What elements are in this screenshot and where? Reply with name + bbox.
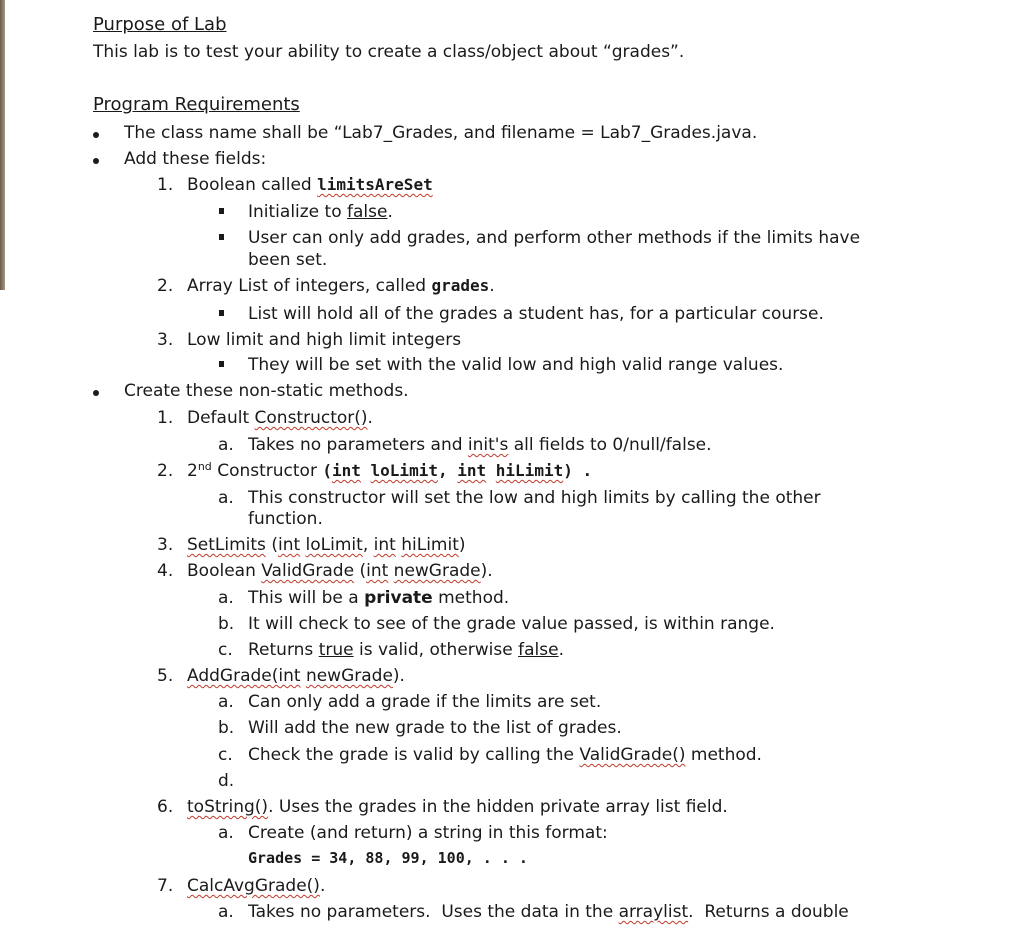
field-1-sub-2-line1: User can only add grades, and perform other methods if the limits have: [248, 228, 861, 248]
requirements-heading: Program Requirements: [93, 94, 300, 115]
method-2-a-line1: This constructor will set the low and high limits by calling the other: [248, 488, 821, 508]
purpose-heading: Purpose of Lab: [93, 14, 227, 35]
field-3-text: Low limit and high limit integers: [187, 330, 462, 350]
add-fields-heading: Add these fields:: [124, 149, 267, 169]
method-5-b-label: b.: [218, 718, 235, 738]
purpose-text: This lab is to test your ability to create a class/object about “grades”.: [93, 42, 685, 62]
field-3-number: 3.: [157, 330, 174, 350]
method-6-a-text: Create (and return) a string in this format:: [248, 823, 608, 843]
field-1-text: Boolean called limitsAreSet: [187, 175, 433, 195]
method-6-format-code: Grades = 34, 88, 99, 100, . . .: [248, 849, 528, 867]
square-bullet-icon: [219, 234, 224, 240]
method-5-a-label: a.: [218, 692, 234, 712]
method-6-text: toString(). Uses the grades in the hidden private array list field.: [187, 797, 728, 817]
method-5-c-label: c.: [218, 745, 233, 765]
method-2-text: 2nd Constructor (int loLimit, int hiLimit) .: [187, 460, 593, 481]
page-edge-shadow: [0, 0, 5, 290]
method-5-c-text: Check the grade is valid by calling the ValidGrade() method.: [248, 745, 762, 765]
method-1-number: 1.: [157, 408, 174, 428]
field-3-sub-1: They will be set with the valid low and high valid range values.: [248, 355, 784, 375]
method-1-text: Default Constructor().: [187, 408, 373, 428]
bullet-icon: [93, 132, 99, 138]
field-1-sub-2-line2: been set.: [248, 250, 328, 270]
method-3-number: 3.: [157, 535, 174, 555]
field-1-code: limitsAreSet: [317, 175, 433, 194]
method-4-a-label: a.: [218, 588, 234, 608]
method-5-number: 5.: [157, 666, 174, 686]
field-2-number: 2.: [157, 276, 174, 296]
method-4-text: Boolean ValidGrade (int newGrade).: [187, 561, 493, 581]
field-2-text: Array List of integers, called grades.: [187, 276, 495, 296]
method-4-b-label: b.: [218, 614, 235, 634]
method-5-a-text: Can only add a grade if the limits are set.: [248, 692, 602, 712]
method-2-a-label: a.: [218, 488, 234, 508]
field-2-sub-1: List will hold all of the grades a student has, for a particular course.: [248, 304, 824, 324]
method-7-a-text: Takes no parameters. Uses the data in the arraylist. Returns a double: [248, 902, 849, 922]
method-4-number: 4.: [157, 561, 174, 581]
square-bullet-icon: [219, 208, 224, 214]
method-6-a-label: a.: [218, 823, 234, 843]
method-1-a-label: a.: [218, 435, 234, 455]
square-bullet-icon: [219, 361, 224, 367]
method-7-a-label: a.: [218, 902, 234, 922]
method-2-number: 2.: [157, 461, 174, 481]
method-7-number: 7.: [157, 876, 174, 896]
bullet-icon: [93, 158, 99, 164]
field-1-number: 1.: [157, 175, 174, 195]
method-4-c-text: Returns true is valid, otherwise false.: [248, 640, 564, 660]
method-2-a-line2: function.: [248, 509, 323, 529]
field-1-sub-1: Initialize to false.: [248, 202, 393, 222]
method-7-text: CalcAvgGrade().: [187, 876, 326, 896]
method-4-c-label: c.: [218, 640, 233, 660]
method-6-number: 6.: [157, 797, 174, 817]
method-5-text: AddGrade(int newGrade).: [187, 666, 405, 686]
create-methods-heading: Create these non-static methods.: [124, 381, 409, 401]
method-1-a-text: Takes no parameters and init's all fields to 0/null/false.: [248, 435, 712, 455]
square-bullet-icon: [219, 310, 224, 316]
bullet-icon: [93, 390, 99, 396]
method-4-b-text: It will check to see of the grade value passed, is within range.: [248, 614, 775, 634]
method-5-d-label: d.: [218, 771, 235, 791]
method-5-b-text: Will add the new grade to the list of grades.: [248, 718, 622, 738]
method-3-text: SetLimits (int loLimit, int hiLimit): [187, 535, 466, 555]
class-name-requirement: The class name shall be “Lab7_Grades, and filename = Lab7_Grades.java.: [124, 123, 758, 143]
method-4-a-text: This will be a private method.: [248, 588, 510, 608]
